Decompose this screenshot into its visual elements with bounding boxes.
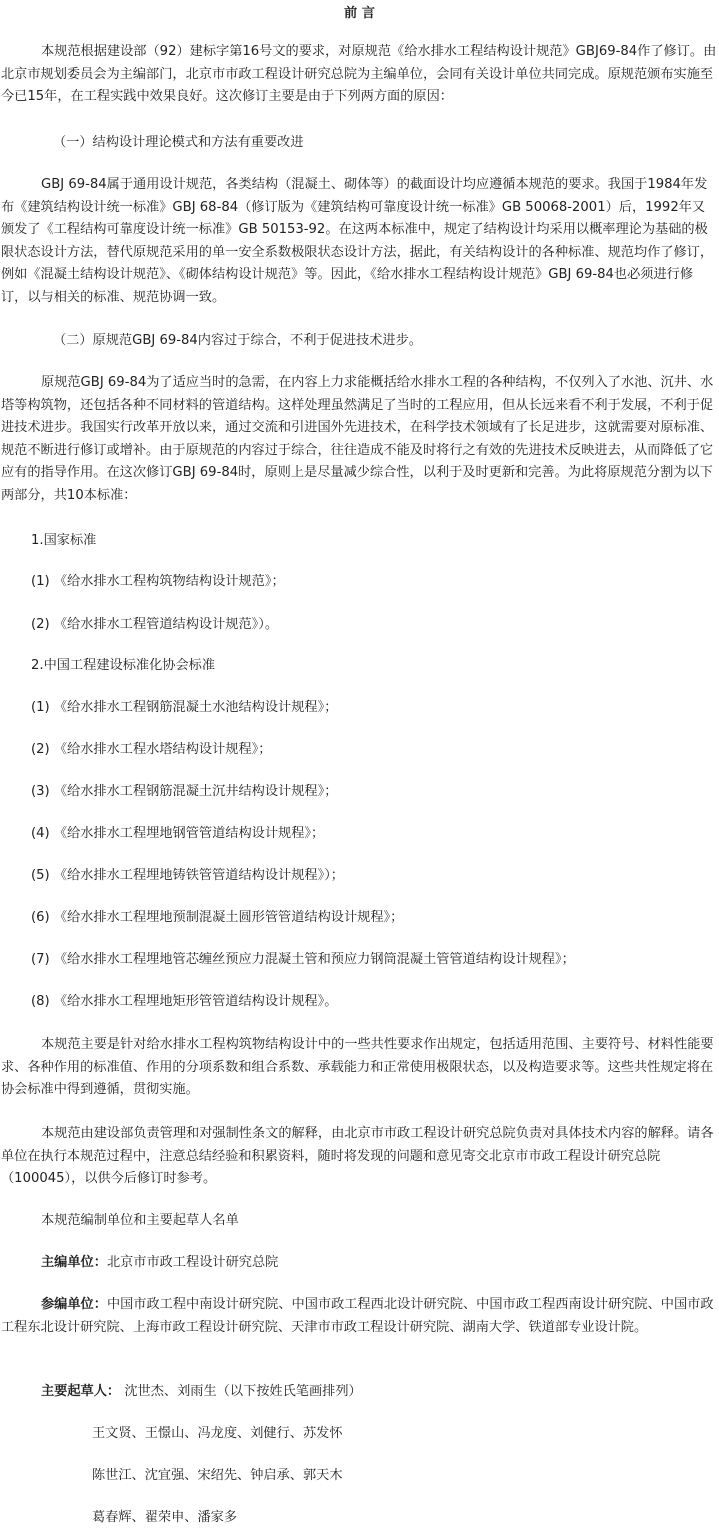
drafters-value: 沈世杰、刘雨生（以下按姓氏笔画排列） — [120, 1384, 362, 1399]
compilers-list-heading: 本规范编制单位和主要起草人名单 — [41, 1213, 239, 1228]
chief-unit-label: 主编单位： — [41, 1255, 107, 1270]
list-item: (1) 《给水排水工程构筑物结构设计规范》； — [31, 574, 285, 589]
intro-paragraph: 本规范根据建设部（92）建标字第16号文的要求，对原规范《给水排水工程结构设计规范》GBJ69-84作了修订。由北京市规划委员会为主编部门，北京市市政工程设计研究总院为主编单位，会同有关设计单位共同完成。原规范颁布实施至今已15年，在工程实践中效果良好。这次修订主要是由于下列两方面的原因： — [1, 44, 717, 104]
list-item: (2) 《给水排水工程水塔结构设计规程》； — [31, 742, 272, 757]
list-item: (6) 《给水排水工程埋地预制混凝土圆形管管道结构设计规程》； — [31, 910, 404, 925]
page-title: 前 言 — [344, 6, 375, 21]
scope-paragraph: 本规范主要是针对给水排水工程构筑物结构设计中的一些共性要求作出规定，包括适用范围、主要符号、材料性能要求、各种作用的标准值、作用的分项系数和组合系数、承载能力和正常使用极限状态，以及构造要求等。这些共性规定将在协会标准中得到遵循，贯彻实施。 — [1, 1037, 714, 1097]
list-item: (4) 《给水排水工程埋地钢管管道结构设计规程》； — [31, 826, 325, 841]
reason-2-heading: （二）原规范GBJ 69-84内容过于综合，不利于促进技术进步。 — [53, 333, 422, 348]
drafter-names-line: 陈世江、沈宜强、宋绍先、钟启承、郭天木 — [92, 1468, 343, 1483]
participating-units-label: 参编单位： — [41, 1297, 107, 1312]
participating-units-line — [1, 1294, 718, 1339]
association-standards-heading: 2.中国工程建设标准化协会标准 — [31, 658, 216, 673]
drafter-names-line: 王文贤、王憬山、冯龙度、刘健行、苏发怀 — [92, 1426, 343, 1441]
reason-1-paragraph: GBJ 69-84属于通用设计规范，各类结构（混凝土、砌体等）的截面设计均应遵循本规范的要求。我国于1984年发布《建筑结构设计统一标准》GBJ 68-84（修订版为《建筑结构可靠度设计统一标准》GB 50068-2001）后，1992年又颁发了《工程结构可靠度设计统一标准》GB 50153-92。在这两本标准中，规定了结构设计均采用以概率理论为基础的极限状态设计方法，替代原规范采用的单一安全系数极限状态设计方法，据此，有关结构设计的各种标准、规范均作了修订，例如《混凝土结构设计规范》、《砌体结构设计规范》等。因此，《给水排水工程结构设计规范》GBJ 69-84也必须进行修订，以与相关的标准、规范协调一致。 — [1, 177, 714, 305]
drafter-names-line: 葛春辉、翟荣申、潘家多 — [92, 1510, 238, 1525]
reason-2-paragraph: 原规范GBJ 69-84为了适应当时的急需，在内容上力求能概括给水排水工程的各种结构，不仅列入了水池、沉井、水塔等构筑物，还包括各种不同材料的管道结构。这样处理虽然满足了当时的工程应用，但从长远来看不利于发展，不利于促进技术进步。我国实行改革开放以来，通过交流和引进国外先进技术，在科学技术领域有了长足进步，这就需要对原标准、规范不断进行修订或增补。由于原规范的内容过于综合，往往造成不能及时将行之有效的先进技术反映进去，从而降低了它应有的指导作用。在这次修订GBJ 69-84时，原则上是尽量减少综合性，以利于及时更新和完善。为此将原规范分割为以下两部分，共10本标准： — [1, 375, 714, 503]
chief-unit-value: 北京市市政工程设计研究总院 — [106, 1255, 279, 1270]
list-item: (1) 《给水排水工程钢筋混凝土水池结构设计规程》； — [31, 700, 338, 715]
list-item: (2) 《给水排水工程管道结构设计规范》）。 — [31, 617, 279, 632]
list-item: (5) 《给水排水工程埋地铸铁管管道结构设计规程》）； — [31, 868, 344, 883]
list-item: (8) 《给水排水工程埋地矩形管管道结构设计规程》。 — [31, 994, 338, 1009]
list-item: (7) 《给水排水工程埋地管芯缠丝预应力混凝土管和预应力钢筒混凝土管管道结构设计规程》； — [31, 952, 575, 967]
drafters-line — [1, 1381, 718, 1404]
chief-unit-line — [1, 1252, 718, 1275]
drafters-label: 主要起草人： — [41, 1384, 121, 1399]
list-item: (3) 《给水排水工程钢筋混凝土沉井结构设计规程》； — [31, 784, 338, 799]
reason-1-heading: （一）结构设计理论模式和方法有重要改进 — [53, 135, 304, 150]
participating-units-value: 中国市政工程中南设计研究院、中国市政工程西北设计研究院、中国市政工程西南设计研究院、中国市政工程东北设计研究院、上海市政工程设计研究院、天津市市政工程设计研究院、湖南大学、铁道部专业设计院。 — [1, 1297, 714, 1335]
management-paragraph: 本规范由建设部负责管理和对强制性条文的解释，由北京市市政工程设计研究总院负责对具体技术内容的解释。请各单位在执行本规范过程中，注意总结经验和积累资料，随时将发现的问题和意见寄交北京市市政工程设计研究总院（100045），以供今后修订时参考。 — [1, 1126, 714, 1186]
national-standards-heading: 1.国家标准 — [31, 533, 97, 548]
